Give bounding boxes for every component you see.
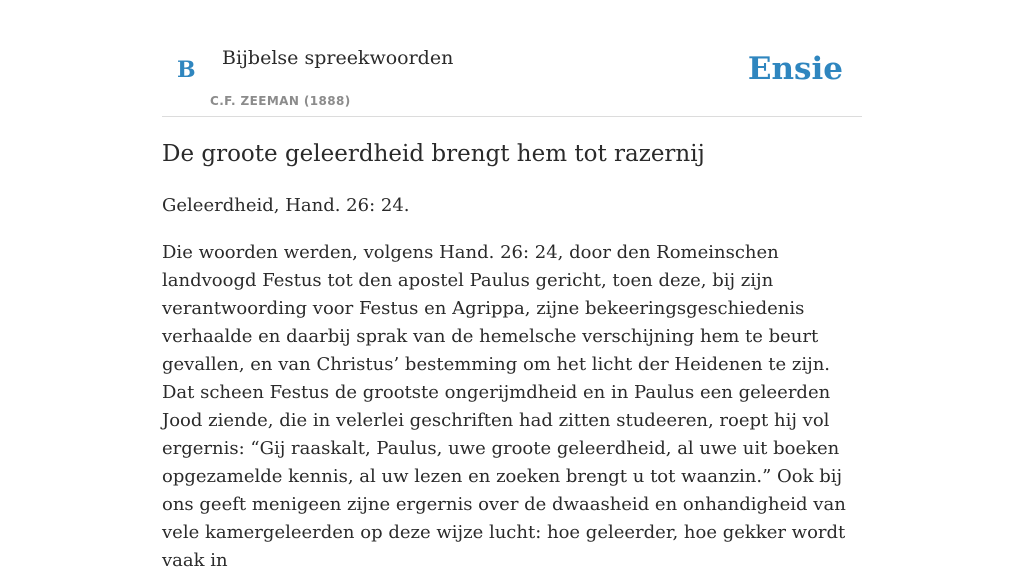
entry-reference: Geleerdheid, Hand. 26: 24. [162,195,410,216]
book-author: C.F. ZEEMAN (1888) [210,94,351,108]
ensie-logo[interactable]: Ensie [747,51,843,87]
entry-body: Die woorden werden, volgens Hand. 26: 24, door den Romeinschen landvoogd Festus tot den apostel Paulus gericht, toen deze, bij zijn verantwoording voor Festus en Agrippa, zijne bekeeringsgeschiedenis verhaalde en daarbij sprak van de hemelsche verschijning hem te beurt gevallen, en van Christus’ bestemming om het licht der Heidenen te zijn. Dat scheen Festus de grootste ongerijmdheid en in Paulus een geleerden Jood ziende, die in velerlei geschriften had zitten studeeren, roept hij vol ergernis: “Gij raaskalt, Paulus, uwe groote geleerdheid, al uwe uit boeken opgezamelde kennis, al uw lezen en zoeken brengt u tot waanzin.” Ook bij ons geeft menigeen zijne ergernis over de dwaasheid en onhandigheid van vele kamergeleerden op deze wijze lucht: hoe geleerder, hoe gekker wordt vaak in [162,242,846,571]
site-header [162,0,862,117]
book-badge[interactable]: B [177,57,196,83]
book-title-link[interactable]: Bijbelse spreekwoorden [222,47,454,69]
entry-title: De groote geleerdheid brengt hem tot razernij [162,141,705,167]
entry-content [162,138,862,575]
